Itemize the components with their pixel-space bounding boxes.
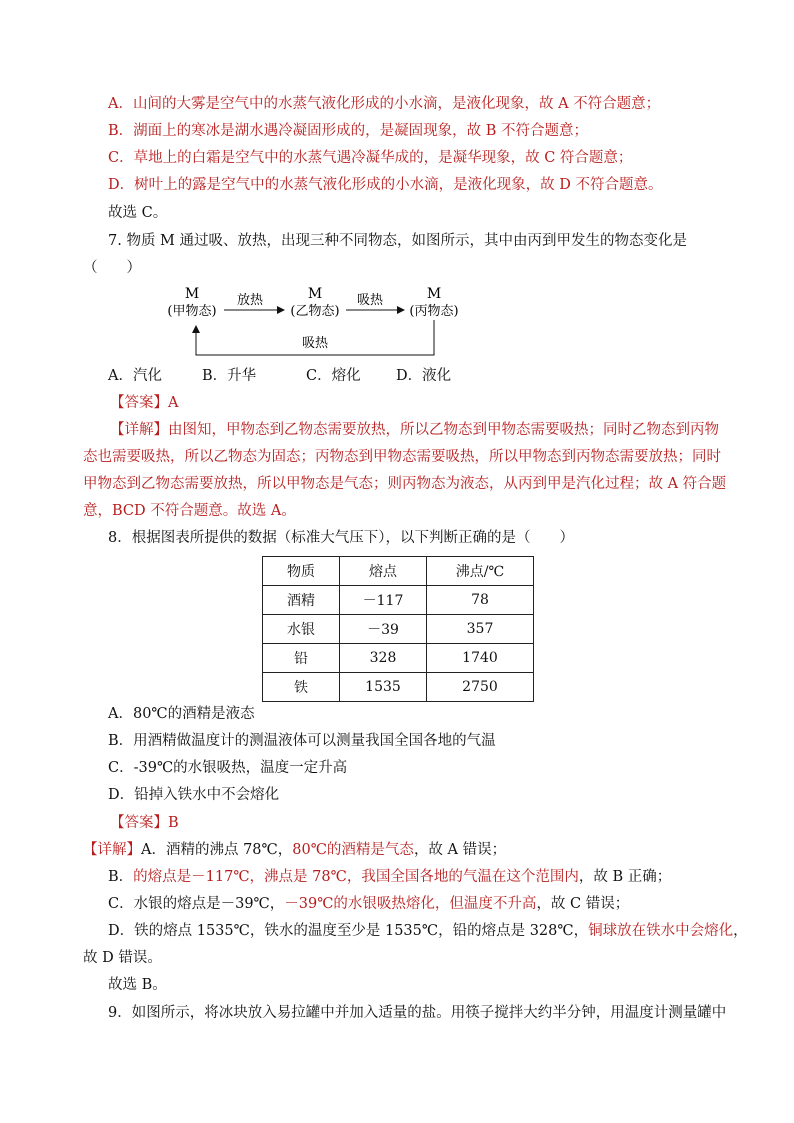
table-cell: 328: [340, 644, 427, 673]
table-cell: 357: [427, 615, 534, 644]
table-cell: －117: [340, 586, 427, 615]
q7-choice-c: C．熔化: [306, 368, 361, 384]
q9-stem: 9．如图所示，将冰块放入易拉罐中并加入适量的盐。用筷子搅拌大约半分钟，用温度计测量罐中: [108, 1005, 727, 1021]
detail-text: C．水银的熔点是－39℃，: [108, 896, 285, 912]
q7-detail-line1: [110, 420, 719, 440]
state-2-label: (乙物态): [290, 304, 340, 319]
table-cell: 78: [427, 586, 534, 615]
melting-boiling-table: [262, 556, 534, 702]
table-row: [263, 644, 534, 673]
q8-detail-a: [83, 840, 506, 860]
table-header-cell: 熔点: [340, 557, 427, 586]
state-3-label: (丙物态): [409, 304, 459, 319]
q6-option-a-explain: A．山间的大雾是空气中的水蒸气液化形成的小水滴，是液化现象，故 A 不符合题意；: [108, 96, 661, 112]
answer-value: A: [168, 395, 179, 411]
q8-option-d: D．铅掉入铁水中不会熔化: [108, 787, 280, 803]
q6-conclusion: 故选 C。: [108, 205, 168, 221]
q7-choice-a: A．汽化: [108, 368, 162, 384]
q6-option-c-explain: C．草地上的白霜是空气中的水蒸气遇冷凝华成的，是凝华现象，故 C 符合题意；: [108, 150, 633, 166]
arrow-1-label: 放热: [236, 293, 264, 308]
state-1-symbol: M: [184, 286, 200, 302]
table-cell: 铅: [263, 644, 340, 673]
q8-option-a: A．80℃的酒精是液态: [108, 706, 255, 722]
q6-option-b-explain: B．湖面上的寒冰是湖水遇冷凝固形成的，是凝固现象，故 B 不符合题意；: [108, 123, 589, 139]
q7-detail-line2: 态也需要吸热，所以乙物态为固态；丙物态到甲物态需要吸热，所以甲物态到丙物态需要放热；同时: [83, 449, 721, 465]
q7-stem-line1: 7. 物质 M 通过吸、放热，出现三种不同物态，如图所示，其中由丙到甲发生的物态变化是: [108, 233, 688, 249]
table-header-cell: 沸点/℃: [427, 557, 534, 586]
q7-stem-line2: （ ）: [83, 260, 141, 276]
q7-choice-d: D．液化: [396, 368, 452, 384]
q8-detail-c: [108, 894, 629, 914]
q8-answer: [110, 813, 179, 833]
q7-answer: [110, 393, 178, 413]
q8-detail-d: [108, 921, 748, 941]
arrow-2-label: 吸热: [356, 293, 384, 308]
detail-text: ，: [733, 923, 748, 939]
arrow-back-label: 吸热: [301, 336, 329, 351]
detail-label: 【详解】: [110, 422, 168, 438]
q7-detail-line4: 意，BCD 不符合题意。故选 A。: [83, 503, 296, 519]
table-cell: 水银: [263, 615, 340, 644]
q6-option-d-explain: D．树叶上的露是空气中的水蒸气液化形成的小水滴，是液化现象，故 D 不符合题意。: [108, 177, 663, 193]
table-cell: 1535: [340, 673, 427, 702]
detail-text: D．铁的熔点 1535℃，铁水的温度至少是 1535℃，铅的熔点是 328℃，: [108, 923, 589, 939]
q8-detail-d-line2: 故 D 错误。: [83, 950, 162, 966]
table-cell: －39: [340, 615, 427, 644]
detail-highlight: 铜球放在铁水中会熔化: [588, 923, 734, 939]
detail-text: ，故 C 错误；: [536, 896, 630, 912]
table-header-cell: 物质: [263, 557, 340, 586]
q8-conclusion: 故选 B。: [108, 977, 167, 993]
q8-stem: 8．根据图表所提供的数据（标准大气压下），以下判断正确的是（ ）: [108, 530, 574, 546]
detail-label: 【详解】: [83, 842, 141, 858]
table-row: [263, 673, 534, 702]
table-cell: 铁: [263, 673, 340, 702]
state-1-label: (甲物态): [167, 304, 217, 319]
table-row: [263, 586, 534, 615]
answer-value: B: [168, 815, 179, 831]
q8-option-c: C．-39℃的水银吸热，温度一定升高: [108, 760, 348, 776]
detail-text: A．酒精的沸点 78℃，: [141, 842, 293, 858]
state-3-symbol: M: [426, 286, 442, 302]
detail-text: ，故 A 错误；: [413, 842, 507, 858]
state-change-diagram: [160, 284, 480, 362]
table-header-row: [263, 557, 534, 586]
answer-label: 【答案】: [110, 815, 168, 831]
state-2-symbol: M: [307, 286, 323, 302]
q7-detail-line3: 甲物态到乙物态需要放热，所以甲物态是气态；则丙物态为液态，从丙到甲是汽化过程；故 A 符合题: [83, 476, 727, 492]
q7-choice-b: B．升华: [202, 368, 257, 384]
q8-option-b: B．用酒精做温度计的测温液体可以测量我国全国各地的气温: [108, 733, 496, 749]
table-cell: 1740: [427, 644, 534, 673]
detail-text: ，故 B 正确；: [578, 869, 672, 885]
detail-text: B．: [108, 869, 134, 885]
q8-detail-b: [108, 867, 671, 887]
table-cell: 2750: [427, 673, 534, 702]
table-row: [263, 615, 534, 644]
detail-highlight: 80℃的酒精是气态: [292, 842, 414, 858]
detail-highlight: 的熔点是－117℃，沸点是 78℃，我国全国各地的气温在这个范围内: [133, 869, 579, 885]
table-cell: 酒精: [263, 586, 340, 615]
answer-label: 【答案】: [110, 395, 168, 411]
detail-text: 由图知，甲物态到乙物态需要放热，所以乙物态到甲物态需要吸热；同时乙物态到丙物: [168, 422, 719, 438]
detail-highlight: －39℃的水银吸热熔化，但温度不升高: [284, 896, 537, 912]
